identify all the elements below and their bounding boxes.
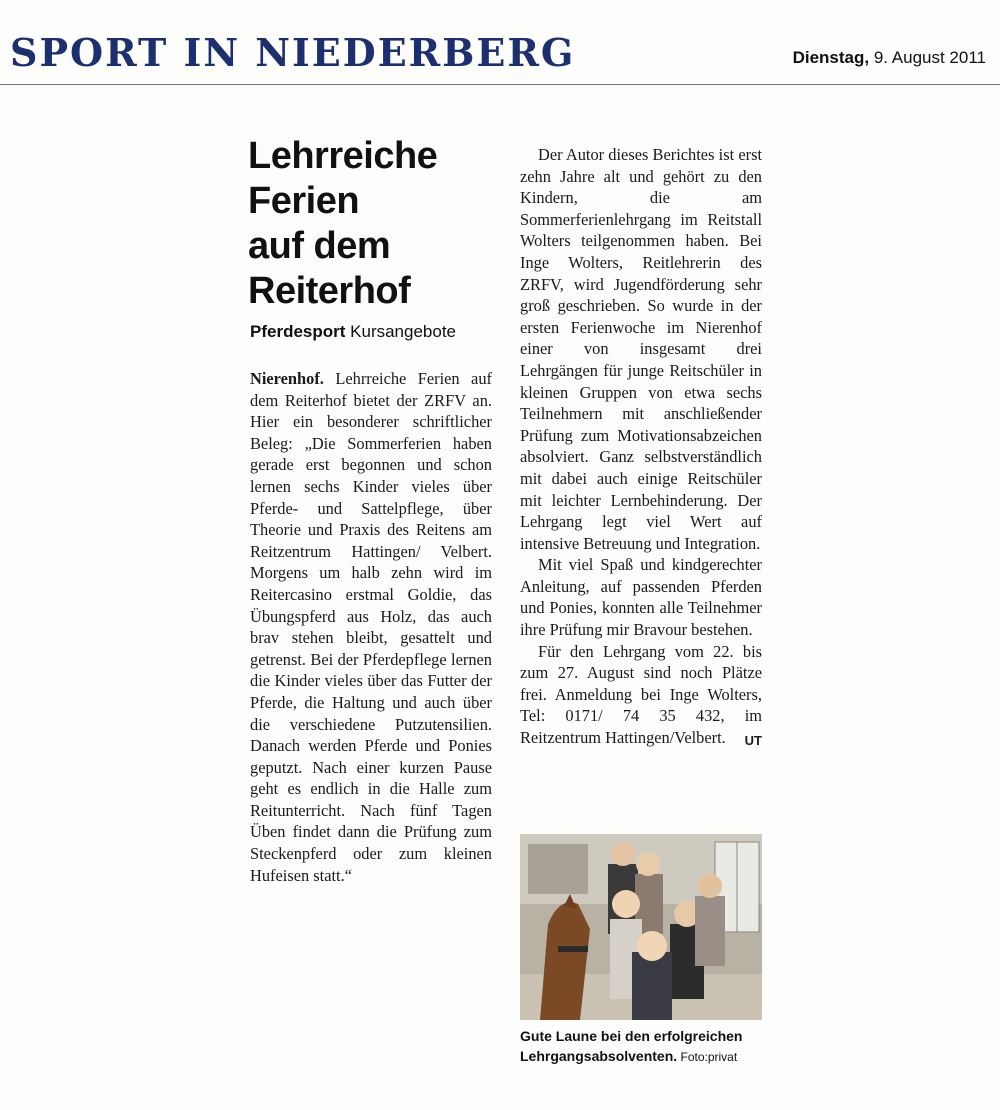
photo-credit: Foto:privat: [677, 1050, 738, 1064]
masthead-rule: [0, 84, 1000, 85]
headline-line-1: Lehrreiche: [248, 135, 438, 177]
article-column-2: [520, 144, 762, 752]
headline-line-2: Ferien: [248, 180, 360, 222]
headline-line-3: auf dem: [248, 225, 391, 267]
article-kicker: [250, 322, 456, 342]
paragraph-4: [520, 641, 762, 749]
kicker-section: Pferdesport: [250, 322, 346, 341]
issue-date: [793, 48, 986, 68]
date-rest: 9. August 2011: [869, 48, 986, 67]
paragraph-1: [250, 368, 492, 886]
masthead-title: SPORT IN NIEDERBERG: [10, 30, 576, 75]
paragraph-1-text: Lehrreiche Ferien auf dem Reiterhof bietet der ZRFV an. Hier ein besonderer schriftlicher Beleg: „Die Sommerferien haben gerade erst begonnen und schon lernen sechs Kinder vieles über Pferde- und Sattelpflege, über Theorie und Praxis des Reitens am Reitzentrum Hattingen/ Velbert. Morgens um halb zehn wird im Reitercasino erstmal Goldie, das Übungspferd aus Holz, das auch brav stehen bleibt, gesattelt und getrenst. Bei der Pferdepflege lernen die Kinder vieles über das Futter der Pferde, die Haltung und auch über die verschiedene Putzutensilien. Danach werden Pferde und Ponies geputzt. Nach einer kurzen Pause geht es endlich in die Halle zum Reitunterricht. Nach fünf Tagen Üben findet dann die Prüfung zum Steckenpferd oder zum kleinen Hufeisen statt.“: [250, 369, 492, 885]
paragraph-2: Der Autor dieses Berichtes ist erst zehn Jahre alt und gehört zu den Kindern, die am Sommerferienlehrgang im Reitstall Wolters teilgenommen haben. Bei Inge Wolters, Reitlehrerin des ZRFV, wird Jugendförderung sehr groß geschrieben. So wurde in der ersten Ferienwoche im Nierenhof einer von insgesamt drei Lehrgängen für junge Reitschüler in kleinen Gruppen von etwa sechs Teilnehmern mit anschließender Prüfung zum Motivationsabzeichen absolviert. Ganz selbstverständlich mit dabei auch einige Reitschüler mit leichter Lernbehinderung. Der Lehrgang legt viel Wert auf intensive Betreuung und Integration.: [520, 145, 762, 553]
article-headline: [248, 134, 488, 314]
dateline: Nierenhof.: [250, 369, 324, 388]
author-signature: UT: [744, 733, 762, 749]
date-weekday: Dienstag,: [792, 48, 870, 67]
paragraph-3: Mit viel Spaß und kindgerechter Anleitung, auf passenden Pferden und Ponies, konnten alle Teilnehmer ihre Prüfung mir Bravour bestehen.: [520, 555, 762, 640]
photo-children-with-horse: [520, 834, 762, 1020]
caption-text: Gute Laune bei den erfolgreichen Lehrgangsabsolventen.: [520, 1028, 743, 1064]
paragraph-4-text: Für den Lehrgang vom 22. bis zum 27. August sind noch Plätze frei. Anmeldung bei Inge Wolters, Tel: 0171/ 74 35 432, im Reitzentrum Hattingen/Velbert.: [520, 641, 762, 748]
article-column-1: [250, 368, 492, 886]
article-photo: [520, 834, 762, 1020]
headline-line-4: Reiterhof: [248, 270, 411, 312]
kicker-topic: Kursangebote: [345, 322, 457, 341]
photo-caption: [520, 1026, 770, 1067]
